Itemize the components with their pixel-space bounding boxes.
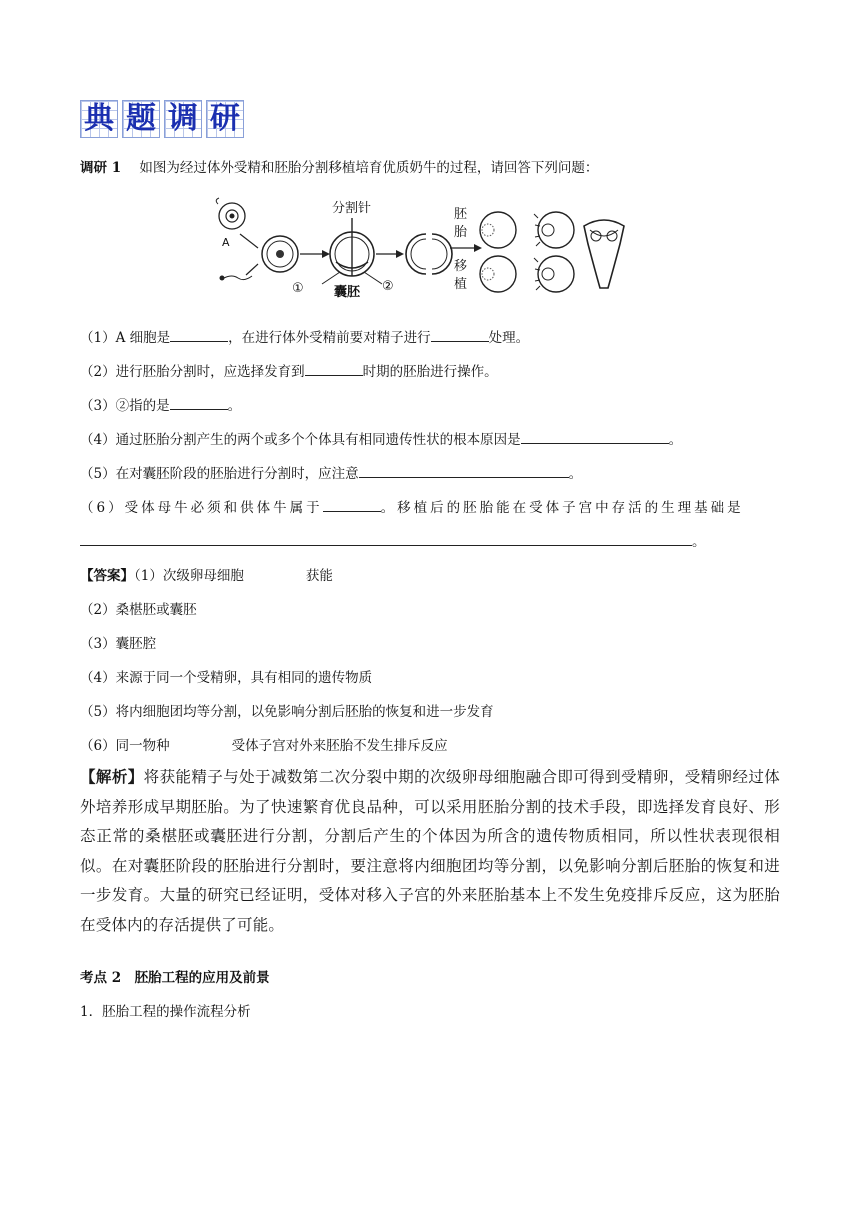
label-circle-1: ① — [292, 281, 304, 296]
transfer-label-4: 植 — [454, 277, 468, 292]
cell-a-label: A — [222, 236, 230, 249]
answer-line-1 — [80, 564, 333, 584]
egg-cell-a — [216, 198, 245, 229]
section-title: 考点 2 胚胎工程的应用及前景 — [80, 970, 270, 986]
answer-blank[interactable] — [170, 329, 228, 342]
answer-1a: （1）次级卵母细胞 — [134, 568, 244, 584]
q2-text-b: 时期的胚胎进行操作。 — [362, 364, 498, 380]
question-stem — [80, 156, 598, 176]
transfer-label-1: 胚 — [454, 207, 468, 222]
question-item-2 — [80, 360, 498, 380]
q4-text-a: （4）通过胚胎分割产生的两个或多个个体具有相同遗传性状的根本原因是 — [80, 432, 521, 448]
banner-char: 题 — [122, 100, 160, 138]
answer-line-4: （4）来源于同一个受精卵，具有相同的遗传物质 — [80, 670, 373, 686]
answer-line-6 — [80, 734, 448, 754]
analysis-paragraph — [80, 763, 780, 940]
answer-6b: 受体子宫对外来胚胎不发生排斥反应 — [231, 738, 448, 754]
q5-text-b: 。 — [568, 466, 583, 482]
answer-blank[interactable] — [431, 329, 489, 342]
question-item-4 — [80, 428, 682, 448]
answer-line-2: （2）桑椹胚或囊胚 — [80, 602, 197, 618]
uterus — [584, 220, 624, 288]
q5-text-a: （5）在对囊胚阶段的胚胎进行分割时，应注意 — [80, 466, 359, 482]
banner-char: 研 — [206, 100, 244, 138]
question-item-6 — [80, 496, 744, 516]
analysis-text: 将获能精子与处于减数第二次分裂中期的次级卵母细胞融合即可得到受精卵，受精卵经过体外培养形成早期胚胎。为了快速繁育优良品种，可以采用胚胎分割的技术手段，即选择发育良好、形态正常的桑椹胚或囊胚进行分割，分割后产生的个体因为所含的遗传物质相同，所以性状表现很相似。在对囊胚阶段的胚胎进行分割时，要注意将内细胞团均等分割，以免影响分割后胚胎的恢复和进一步发育。大量的研究已经证明，受体对移入子宫的外来胚胎基本上不发生免疫排斥反应，这为胚胎在受体内的存活提供了可能。 — [80, 768, 780, 934]
q4-text-b: 。 — [668, 432, 683, 448]
developing-embryos — [534, 212, 574, 292]
answer-blank[interactable] — [170, 397, 228, 410]
half-embryos — [480, 212, 516, 292]
q1-text-a: （1）A 细胞是 — [80, 330, 171, 346]
label-circle-2: ② — [382, 279, 394, 294]
answer-line-5: （5）将内细胞团均等分割，以免影响分割后胚胎的恢复和进一步发育 — [80, 704, 494, 720]
blastocyst — [330, 218, 374, 276]
banner-char: 调 — [164, 100, 202, 138]
answer-blank[interactable] — [359, 465, 569, 478]
q6-text-a: （6）受体母牛必须和供体牛属于 — [80, 500, 323, 516]
analysis-label: 【解析】 — [80, 768, 144, 786]
transfer-label-3: 移 — [454, 259, 468, 274]
question-item-1 — [80, 326, 529, 346]
q2-text-a: （2）进行胚胎分割时，应选择发育到 — [80, 364, 305, 380]
answer-label: 【答案】 — [80, 568, 134, 584]
embryo-process-figure — [210, 196, 630, 300]
sperm — [220, 264, 259, 281]
needle-label: 分割针 — [332, 201, 372, 216]
answer-1b: 获能 — [305, 568, 333, 584]
question-item-3 — [80, 394, 241, 414]
zygote — [262, 236, 298, 272]
answer-line-3: （3）囊胚腔 — [80, 636, 157, 652]
arrow — [240, 234, 258, 248]
split-embryo — [406, 234, 452, 274]
transfer-label-2: 胎 — [454, 225, 468, 240]
banner-char: 典 — [80, 100, 118, 138]
blastocyst-label: 囊胚 — [334, 285, 361, 300]
q6-text-c: 。 — [692, 534, 706, 550]
answer-blank[interactable] — [305, 363, 363, 376]
answer-blank[interactable] — [323, 499, 381, 512]
q1-text-b: ，在进行体外受精前要对精子进行 — [228, 330, 431, 346]
section-subtitle: 1．胚胎工程的操作流程分析 — [80, 1004, 251, 1020]
question-item-6-cont — [80, 530, 706, 550]
question-label: 调研 1 — [80, 160, 122, 176]
answer-blank[interactable] — [521, 431, 669, 444]
q3-text-a: （3）②指的是 — [80, 398, 170, 414]
section-banner — [80, 100, 244, 144]
q3-text-b: 。 — [227, 398, 242, 414]
q6-text-b: 。移植后的胚胎能在受体子宫中存活的生理基础是 — [380, 500, 744, 516]
answer-blank[interactable] — [80, 533, 692, 546]
q1-text-c: 处理。 — [488, 330, 530, 346]
question-item-5 — [80, 462, 582, 482]
question-text: 如图为经过体外受精和胚胎分割移植培育优质奶牛的过程，请回答下列问题： — [139, 160, 599, 176]
answer-6a: （6）同一物种 — [80, 738, 170, 754]
